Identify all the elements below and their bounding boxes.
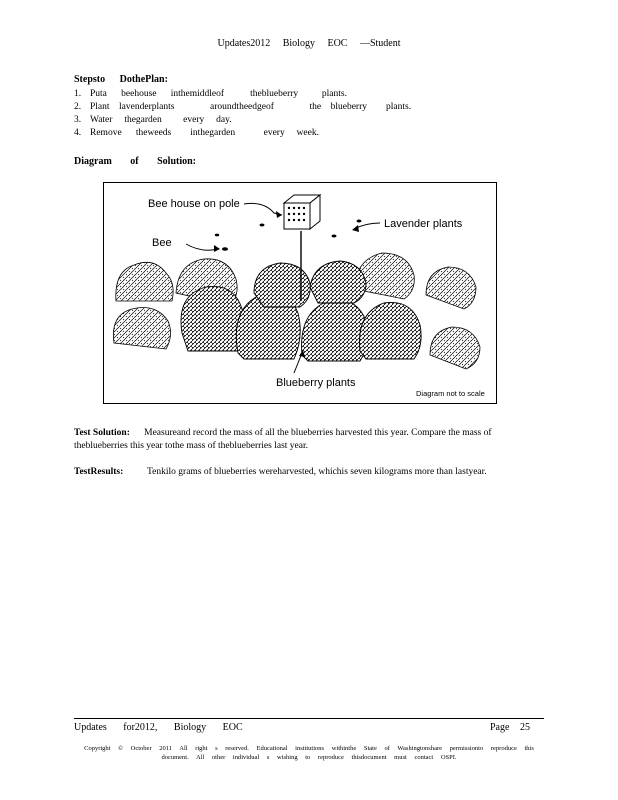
step-number: 4. <box>74 128 82 138</box>
test-results-label: TestResults: <box>74 467 124 477</box>
copyright-line-1: Copyright © October 2011 All right s reserved. Educational institutions withinthe State of Washingtonshare permissionto reproduce this <box>84 745 534 752</box>
diagram-heading: Diagram of Solution: <box>74 156 196 167</box>
page-number: Page 25 <box>490 722 530 733</box>
test-solution-paragraph <box>74 427 514 453</box>
test-results-text: Tenkilo grams of blueberries wereharvested, whichis seven kilograms more than lastyear. <box>147 467 487 477</box>
step-text: Water thegarden every day. <box>90 115 232 125</box>
step-number: 1. <box>74 89 82 99</box>
copyright-notice <box>74 744 544 762</box>
test-solution-label: Test Solution: <box>74 428 130 438</box>
bee-house-label: Bee house on pole <box>148 198 240 210</box>
page-header: Updates2012 Biology EOC —Student <box>217 38 401 49</box>
step-text: Remove theweeds inthegarden every week. <box>90 128 319 138</box>
step-item <box>74 115 232 125</box>
step-item <box>74 102 411 112</box>
copyright-line-2: document. All other individual s wishing to reproduce thisdocument must contact OSPI. <box>161 754 457 761</box>
test-solution-text: Measureand record the mass of all the blueberries harvested this year. Compare the mass of theblueberries this year tothe mass of theblueberries last year. <box>74 428 492 451</box>
bee-label: Bee <box>152 237 172 249</box>
footer-title: Updates for2012, Biology EOC <box>74 722 243 733</box>
footer-divider <box>74 718 544 719</box>
garden-diagram <box>103 182 497 404</box>
step-number: 2. <box>74 102 82 112</box>
steps-heading: Stepsto DothePlan: <box>74 74 168 85</box>
step-number: 3. <box>74 115 82 125</box>
step-item <box>74 89 347 99</box>
step-text: Plant lavenderplants aroundtheedgeof the blueberry plants. <box>90 102 412 112</box>
lavender-label: Lavender plants <box>384 218 463 230</box>
test-results-paragraph <box>74 466 514 479</box>
step-item <box>74 128 319 138</box>
blueberry-label: Blueberry plants <box>276 377 356 389</box>
scale-note: Diagram not to scale <box>416 389 485 398</box>
step-text: Puta beehouse inthemiddleof theblueberry plants. <box>90 89 347 99</box>
